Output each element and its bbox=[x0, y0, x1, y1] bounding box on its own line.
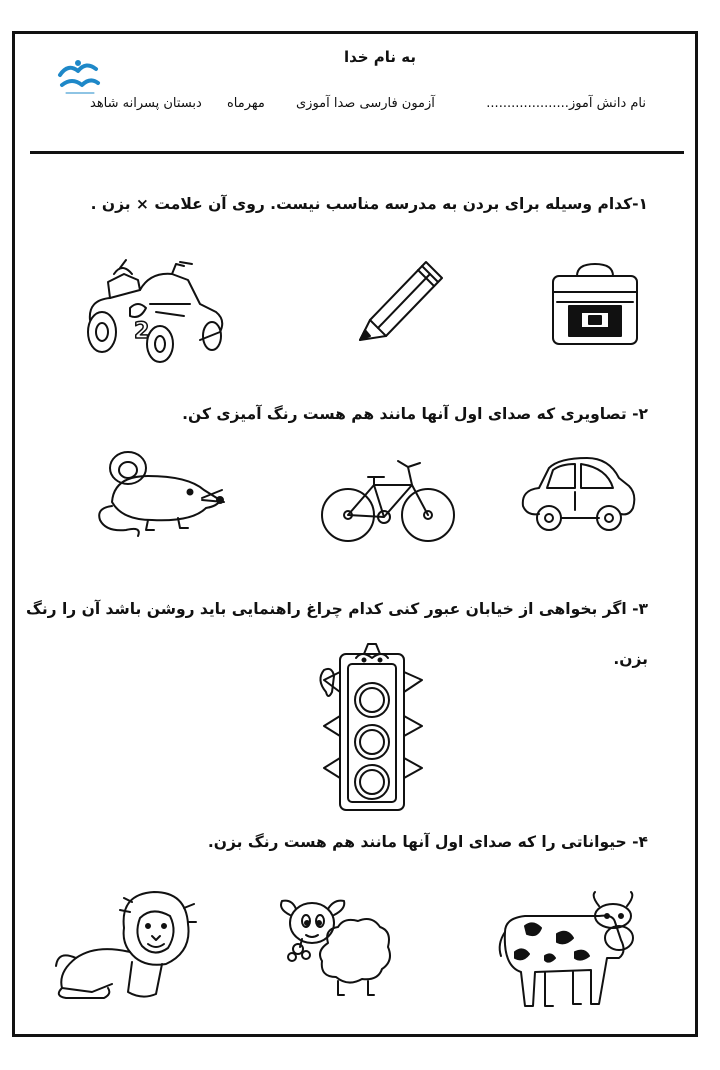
question-1-text: ۱-کدام وسیله برای بردن به مدرسه مناسب نیست. روی آن علامت × بزن . bbox=[90, 195, 648, 213]
header-divider bbox=[30, 151, 684, 154]
sheep-icon bbox=[278, 895, 394, 999]
race-car-icon bbox=[80, 260, 230, 365]
svg-text:2: 2 bbox=[134, 319, 150, 344]
cow-icon bbox=[495, 892, 645, 1014]
question-4-text: ۴- حیواناتی را که صدای اول آنها مانند هم هست رنگ بزن. bbox=[207, 833, 648, 851]
lion-icon bbox=[52, 888, 198, 1006]
schoolbag-icon bbox=[547, 262, 643, 348]
question-2-text: ۲- تصاویری که صدای اول آنها مانند هم هست رنگ آمیزی کن. bbox=[182, 405, 648, 423]
pencil-icon bbox=[350, 248, 450, 344]
question-3-text-line1: ۳- اگر بخواهی از خیابان عبور کنی کدام چراغ راهنمایی باید روشن باشد آن را رنگ bbox=[25, 600, 648, 618]
bicycle-icon bbox=[318, 455, 458, 547]
exam-name: آزمون فارسی صدا آموزی bbox=[296, 96, 435, 111]
student-name-field: نام دانش آموز.................... bbox=[486, 96, 646, 111]
traffic-light-icon bbox=[310, 640, 435, 815]
page-title: به نام خدا bbox=[343, 48, 417, 66]
school-logo-icon bbox=[56, 57, 102, 93]
mouse-icon bbox=[92, 450, 227, 542]
exam-month: مهرماه bbox=[227, 96, 265, 111]
school-name: دبستان پسرانه شاهد bbox=[90, 96, 202, 111]
car-icon bbox=[517, 456, 639, 541]
question-3-text-line2: بزن. bbox=[613, 650, 648, 668]
